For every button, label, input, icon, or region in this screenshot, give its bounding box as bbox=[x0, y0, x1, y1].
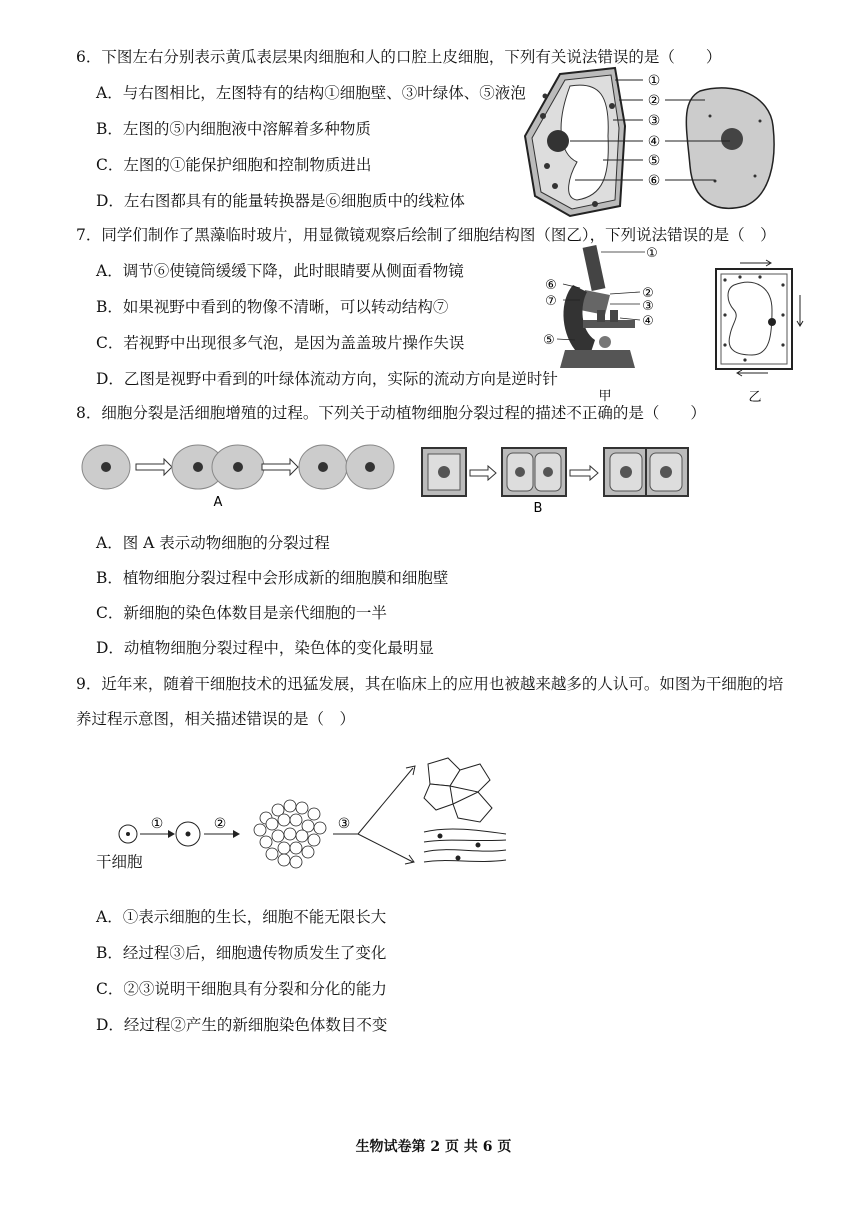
animal-cell-division-figure bbox=[78, 440, 408, 512]
q6-label-6: ⑥ bbox=[647, 173, 661, 189]
step-2-label: ② bbox=[213, 816, 227, 832]
q6-option-b[interactable]: B．左图的⑤内细胞液中溶解着多种物质 bbox=[96, 120, 371, 138]
plant-cell-division-figure bbox=[418, 444, 698, 518]
scope-label-3: ③ bbox=[642, 299, 654, 314]
q7-option-a[interactable]: A．调节⑥使镜筒缓缓下降，此时眼睛要从侧面看物镜 bbox=[96, 262, 464, 280]
figure-jia-label: 甲 bbox=[598, 389, 612, 404]
q6-label-2: ② bbox=[647, 93, 661, 109]
differentiated-cells-top bbox=[424, 758, 492, 822]
q7-option-b[interactable]: B．如果视野中看到的物像不清晰，可以转动结构⑦ bbox=[96, 298, 449, 316]
scope-label-2: ② bbox=[642, 286, 654, 301]
scope-label-1: ① bbox=[646, 246, 658, 261]
plant-cell-diagram bbox=[525, 68, 625, 216]
q6-stem: 6．下图左右分别表示黄瓜表层果肉细胞和人的口腔上皮细胞，下列有关说法错误的是（ ） bbox=[76, 48, 722, 66]
figure-a-label: A bbox=[213, 495, 223, 510]
q9-option-d[interactable]: D．经过程②产生的新细胞染色体数目不变 bbox=[96, 1016, 388, 1034]
q6-cell-figure bbox=[515, 66, 795, 222]
page-footer: 生物试卷第 2 页 共 6 页 bbox=[355, 1139, 512, 1155]
figure-b-label: B bbox=[533, 501, 543, 516]
microscope-figure bbox=[535, 240, 680, 405]
scope-label-5: ⑤ bbox=[543, 333, 555, 348]
q6-option-a[interactable]: A．与右图相比，左图特有的结构①细胞壁、③叶绿体、⑤液泡 bbox=[96, 84, 526, 102]
q7-option-d[interactable]: D．乙图是视野中看到的叶绿体流动方向，实际的流动方向是逆时针 bbox=[96, 370, 558, 388]
q6-label-3: ③ bbox=[647, 113, 661, 129]
stem-cell-figure bbox=[88, 750, 508, 880]
q8-option-b[interactable]: B．植物细胞分裂过程中会形成新的细胞膜和细胞壁 bbox=[96, 569, 449, 587]
q7-option-c[interactable]: C．若视野中出现很多气泡，是因为盖盖玻片操作失误 bbox=[96, 334, 465, 352]
q6-label-5: ⑤ bbox=[647, 153, 661, 169]
q9-option-c[interactable]: C．②③说明干细胞具有分裂和分化的能力 bbox=[96, 980, 387, 998]
figure-yi-label: 乙 bbox=[748, 390, 762, 405]
q8-stem: 8．细胞分裂是活细胞增殖的过程。下列关于动植物细胞分裂过程的描述不正确的是（ ） bbox=[76, 404, 706, 422]
scope-label-7: ⑦ bbox=[545, 294, 557, 309]
stem-cell-label: 干细胞 bbox=[96, 853, 143, 871]
q9-stem-line2: 养过程示意图，相关描述错误的是（ ） bbox=[76, 710, 356, 728]
scope-label-6: ⑥ bbox=[545, 278, 557, 293]
q8-option-c[interactable]: C．新细胞的染色体数目是亲代细胞的一半 bbox=[96, 604, 387, 622]
q7-stem: 7．同学们制作了黑藻临时玻片，用显微镜观察后绘制了细胞结构图（图乙），下列说法错误的是（ ） bbox=[76, 226, 776, 244]
q6-option-d[interactable]: D．左右图都具有的能量转换器是⑥细胞质中的线粒体 bbox=[96, 192, 465, 210]
step-1-label: ① bbox=[150, 816, 164, 832]
q9-option-b[interactable]: B．经过程③后，细胞遗传物质发生了变化 bbox=[96, 944, 387, 962]
step-3-label: ③ bbox=[337, 816, 351, 832]
human-cell-diagram bbox=[686, 88, 774, 208]
cell-cluster bbox=[254, 800, 326, 868]
q8-option-d[interactable]: D．动植物细胞分裂过程中，染色体的变化最明显 bbox=[96, 639, 434, 657]
q6-label-1: ① bbox=[647, 73, 661, 89]
q9-stem-line1: 9．近年来，随着干细胞技术的迅猛发展，其在临床上的应用也被越来越多的人认可。如图为干细胞的培 bbox=[76, 675, 784, 693]
q8-option-a[interactable]: A．图 A 表示动物细胞的分裂过程 bbox=[96, 534, 330, 552]
chloroplast-flow-figure bbox=[700, 255, 810, 405]
q9-option-a[interactable]: A．①表示细胞的生长，细胞不能无限长大 bbox=[96, 908, 387, 926]
differentiated-cells-bottom bbox=[424, 829, 506, 862]
scope-label-4: ④ bbox=[642, 314, 654, 329]
q6-option-c[interactable]: C．左图的①能保护细胞和控制物质进出 bbox=[96, 156, 372, 174]
q6-label-4: ④ bbox=[647, 134, 661, 150]
